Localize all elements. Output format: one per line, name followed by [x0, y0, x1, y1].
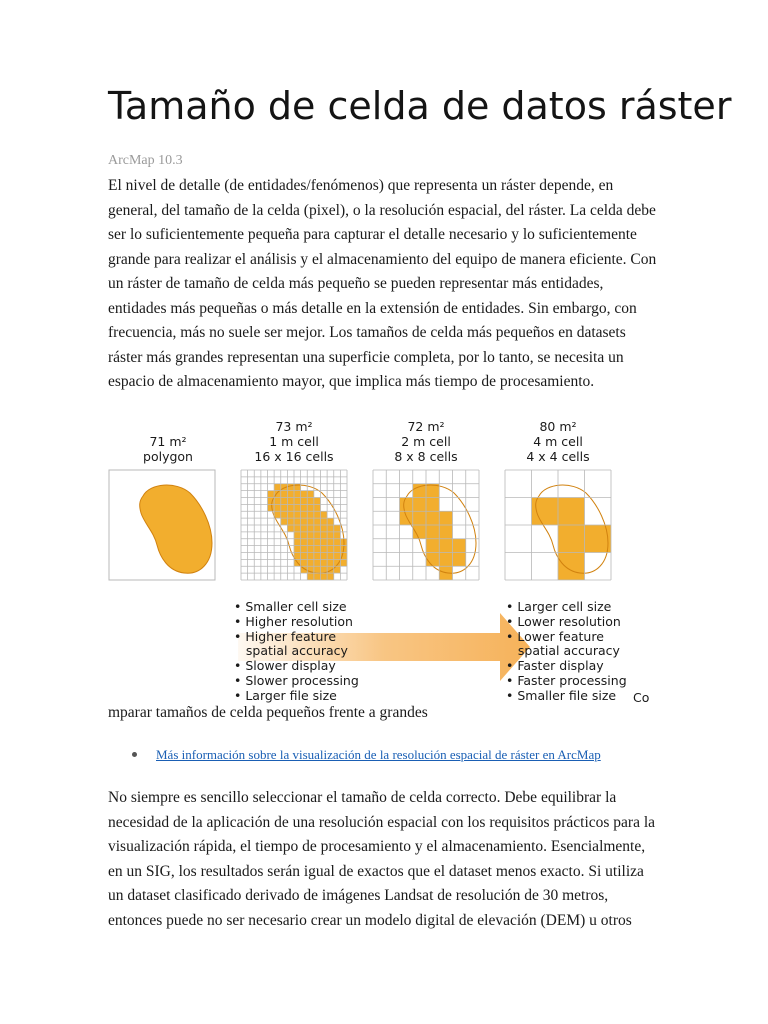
raster-cell: [314, 546, 321, 553]
raster-cell: [307, 573, 314, 580]
raster-cell: [334, 532, 341, 539]
right-list-item: • Faster processing: [506, 673, 627, 688]
paragraph-line: frecuencia, más no suele ser mejor. Los tamaños de celda más pequeños en datasets: [108, 324, 626, 341]
raster-cell: [307, 532, 314, 539]
raster-cell: [314, 553, 321, 560]
raster-cell: [268, 491, 275, 498]
raster-cell: [294, 518, 301, 525]
raster-cell: [314, 539, 321, 546]
raster-cell: [558, 553, 585, 581]
right-list-item: • Larger cell size: [506, 599, 612, 614]
panel-1-label-type: polygon: [143, 449, 193, 464]
raster-cell: [307, 504, 314, 511]
raster-cell: [281, 518, 288, 525]
raster-cell: [314, 511, 321, 518]
paragraph-line: El nivel de detalle (de entidades/fenómenos) que representa un ráster depende, en: [108, 177, 614, 194]
panel-3-label-area: 72 m²: [407, 419, 445, 434]
raster-cell: [340, 559, 347, 566]
raster-cell: [301, 559, 308, 566]
raster-cell: [321, 573, 328, 580]
left-list-item: • Higher feature: [234, 629, 337, 644]
raster-cell: [314, 532, 321, 539]
left-list-item: spatial accuracy: [234, 643, 348, 658]
raster-cell: [287, 511, 294, 518]
raster-cell: [321, 553, 328, 560]
raster-cell: [321, 525, 328, 532]
raster-cell: [287, 504, 294, 511]
raster-cell: [426, 525, 439, 539]
figure-caption: mparar tamaños de celda pequeños frente a grandes: [108, 704, 428, 721]
panel-2-label-area: 73 m²: [275, 419, 313, 434]
raster-cell: [558, 498, 585, 526]
raster-cell: [307, 559, 314, 566]
panel-3-label-cell: 2 m cell: [401, 434, 451, 449]
raster-cell: [268, 504, 275, 511]
raster-cell: [301, 504, 308, 511]
raster-cell: [274, 484, 281, 491]
raster-cell: [307, 518, 314, 525]
paragraph-line: grande para realizar el análisis y el almacenamiento del equipo de manera eficiente. Con: [108, 250, 657, 268]
more-info-link[interactable]: Más información sobre la visualización de la resolución espacial de ráster en ArcMap: [156, 747, 601, 762]
raster-cell: [439, 539, 452, 553]
raster-cell: [426, 498, 439, 512]
raster-cell: [307, 539, 314, 546]
paragraph-line: No siempre es sencillo seleccionar el tamaño de celda correcto. Debe equilibrar la: [108, 789, 617, 806]
raster-cell: [301, 553, 308, 560]
raster-cell: [314, 525, 321, 532]
raster-cell: [287, 484, 294, 491]
raster-cell: [307, 498, 314, 505]
raster-cell: [413, 525, 426, 539]
raster-cell: [327, 553, 334, 560]
raster-cell: [307, 546, 314, 553]
raster-cell: [294, 532, 301, 539]
raster-cell: [294, 491, 301, 498]
panel-4-label-area: 80 m²: [539, 419, 577, 434]
raster-cell: [334, 553, 341, 560]
cell-size-comparison-figure: [108, 395, 658, 715]
raster-cell: [301, 511, 308, 518]
raster-cell: [314, 518, 321, 525]
paragraph-line: ser lo suficientemente pequeña para capturar el detalle necesario y lo suficientemente: [108, 226, 637, 243]
raster-cell: [301, 518, 308, 525]
raster-cell: [301, 525, 308, 532]
raster-cell: [453, 553, 466, 567]
panel-4-label-count: 4 x 4 cells: [526, 449, 590, 464]
left-list-item: • Slower display: [234, 658, 336, 673]
raster-cell: [274, 504, 281, 511]
paragraph-line: entidades más pequeñas o más detalle en la extensión de entidades. Sin embargo, con: [108, 299, 637, 317]
raster-cell: [287, 491, 294, 498]
raster-cell: [294, 546, 301, 553]
paragraph-line: ráster más grandes representan una superficie completa, por lo tanto, se necesita un: [108, 348, 624, 366]
left-list-item: • Smaller cell size: [234, 599, 347, 614]
raster-cell: [426, 511, 439, 525]
raster-cell: [400, 511, 413, 525]
raster-cell: [327, 532, 334, 539]
raster-cell: [307, 553, 314, 560]
panel-1-label-area: 71 m²: [149, 434, 187, 449]
raster-cell: [321, 539, 328, 546]
paragraph-line: un dataset clasificado derivado de imágenes Landsat de resolución de 30 metros,: [108, 887, 609, 904]
raster-cell: [321, 511, 328, 518]
raster-cell: [327, 525, 334, 532]
raster-cell: [327, 546, 334, 553]
panel-2-label-cell: 1 m cell: [269, 434, 319, 449]
raster-cell: [301, 539, 308, 546]
raster-cell: [301, 546, 308, 553]
paragraph-line: general, del tamaño de la celda (pixel), o la resolución espacial, del ráster. La celda debe: [108, 201, 656, 219]
raster-cell: [287, 498, 294, 505]
raster-cell: [321, 559, 328, 566]
panel-3-label-count: 8 x 8 cells: [394, 449, 458, 464]
raster-cell: [281, 498, 288, 505]
bullet-icon: [132, 752, 137, 757]
raster-cell: [327, 518, 334, 525]
left-list-item: • Slower processing: [234, 673, 359, 688]
raster-cell: [281, 511, 288, 518]
raster-cell: [585, 525, 612, 553]
raster-cell: [321, 532, 328, 539]
raster-cell: [426, 539, 439, 553]
left-list-item: • Larger file size: [234, 688, 337, 703]
raster-cell: [274, 498, 281, 505]
paragraph-line: un ráster de tamaño de celda más pequeño se pueden representar más entidades,: [108, 275, 604, 292]
raster-cell: [439, 525, 452, 539]
right-list-item: spatial accuracy: [506, 643, 620, 658]
raster-cell: [327, 539, 334, 546]
raster-cell: [413, 511, 426, 525]
paragraph-line: en un SIG, los resultados serán igual de exactos que el dataset menos exacto. Si utiliza: [108, 862, 644, 880]
raster-cell: [307, 491, 314, 498]
raster-cell: [281, 504, 288, 511]
raster-cell: [334, 546, 341, 553]
paragraph-line: entonces puede no ser necesario crear un modelo digital de elevación (DEM) u otros: [108, 911, 632, 929]
raster-cell: [314, 498, 321, 505]
left-list-item: • Higher resolution: [234, 614, 353, 629]
truncated-caption-start: Co: [633, 690, 650, 705]
intro-paragraph: [108, 174, 657, 395]
raster-cell: [400, 498, 413, 512]
raster-cell: [287, 518, 294, 525]
right-list-item: • Smaller file size: [506, 688, 617, 703]
product-version: ArcMap 10.3: [108, 153, 183, 168]
raster-cell: [439, 553, 452, 567]
paragraph-line: visualización rápida, el tiempo de procesamiento y el almacenamiento. Esencialmente,: [108, 838, 646, 855]
right-list-item: • Lower resolution: [506, 614, 621, 629]
raster-cell: [439, 511, 452, 525]
raster-cell: [294, 525, 301, 532]
raster-cell: [321, 546, 328, 553]
right-list-item: • Lower feature: [506, 629, 604, 644]
raster-cell: [334, 525, 341, 532]
raster-cell: [294, 498, 301, 505]
right-list-item: • Faster display: [506, 658, 604, 673]
figure-canvas: [108, 395, 658, 715]
raster-cell: [307, 525, 314, 532]
panel-4-label-cell: 4 m cell: [533, 434, 583, 449]
raster-cell: [334, 539, 341, 546]
paragraph-line: espacio de almacenamiento mayor, que implica más tiempo de procesamiento.: [108, 373, 595, 390]
raster-cell: [321, 518, 328, 525]
panel-2-label-count: 16 x 16 cells: [254, 449, 334, 464]
raster-cell: [294, 511, 301, 518]
raster-cell: [294, 539, 301, 546]
page-title: Tamaño de celda de datos ráster: [108, 84, 732, 128]
raster-cell: [314, 573, 321, 580]
raster-cell: [301, 491, 308, 498]
raster-cell: [287, 525, 294, 532]
raster-cell: [453, 539, 466, 553]
paragraph-line: necesidad de la aplicación de una resolución espacial con los requisitos prácticos para la: [108, 813, 656, 831]
cell-size-paragraph: [108, 786, 656, 933]
raster-cell: [301, 498, 308, 505]
raster-cell: [327, 573, 334, 580]
raster-cell: [281, 491, 288, 498]
raster-cell: [426, 553, 439, 567]
raster-cell: [301, 532, 308, 539]
raster-cell: [558, 525, 585, 553]
raster-cell: [532, 498, 559, 526]
raster-cell: [294, 504, 301, 511]
raster-cell: [413, 498, 426, 512]
raster-cell: [314, 504, 321, 511]
raster-cell: [327, 559, 334, 566]
raster-cell: [307, 511, 314, 518]
raster-cell: [314, 566, 321, 573]
raster-cell: [314, 559, 321, 566]
